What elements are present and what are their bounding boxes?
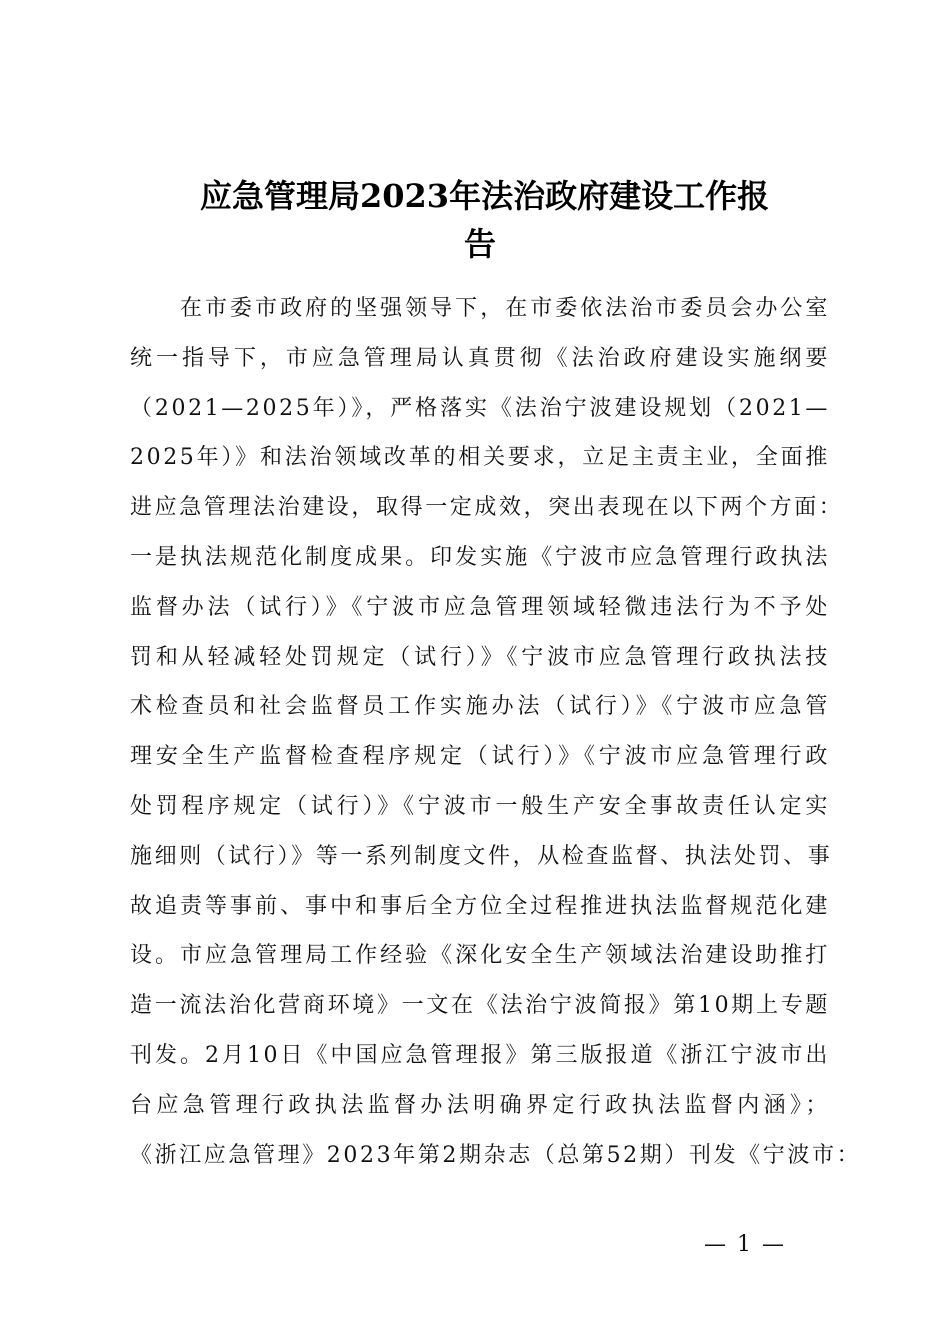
body-line: 进应急管理法治建设，取得一定成效，突出表现在以下两个方面： xyxy=(130,495,844,521)
body-line: 术检查员和社会监督员工作实施办法（试行）》《宁波市应急管 xyxy=(130,694,830,720)
body-line: 2025年）》和法治领域改革的相关要求，立足主责主业，全面推 xyxy=(130,445,830,471)
document-body xyxy=(130,284,862,1180)
body-line: 造一流法治化营商环境》一文在《法治宁波简报》第10期上专题 xyxy=(130,993,830,1019)
body-line: 《浙江应急管理》2023年第2期杂志（总第52期）刊发《宁波市： xyxy=(130,1142,862,1168)
body-line: 在市委市政府的坚强领导下，在市委依法治市委员会办公室 xyxy=(180,296,830,321)
document-title xyxy=(130,172,830,268)
body-line: 施细则（试行）》等一系列制度文件，从检查监督、执法处罚、事 xyxy=(130,843,833,869)
page-number: — 1 — xyxy=(704,1232,786,1257)
body-line: 一是执法规范化制度成果。印发实施《宁波市应急管理行政执法 xyxy=(130,544,830,570)
body-line: （2021—2025年）》，严格落实《法治宁波建设规划（2021— xyxy=(130,395,830,421)
body-line: 设。市应急管理局工作经验《深化安全生产领域法治建设助推打 xyxy=(130,943,830,969)
body-line: 故追责等事前、事中和事后全方位全过程推进执法监督规范化建 xyxy=(130,893,830,919)
body-line: 统一指导下，市应急管理局认真贯彻《法治政府建设实施纲要 xyxy=(130,345,830,371)
body-line: 监督办法（试行）》《宁波市应急管理领域轻微违法行为不予处 xyxy=(130,594,830,620)
body-line: 刊发。2月10日《中国应急管理报》第三版报道《浙江宁波市出 xyxy=(130,1042,830,1068)
title-line-2: 告 xyxy=(463,225,496,263)
body-line: 处罚程序规定（试行）》《宁波市一般生产安全事故责任认定实 xyxy=(130,793,830,819)
title-line-1: 应急管理局2023年法治政府建设工作报 xyxy=(200,177,770,215)
body-line: 台应急管理行政执法监督办法明确界定行政执法监督内涵》； xyxy=(130,1092,830,1118)
body-line: 理安全生产监督检查程序规定（试行）》《宁波市应急管理行政 xyxy=(130,744,830,770)
body-line: 罚和从轻减轻处罚规定（试行）》《宁波市应急管理行政执法技 xyxy=(130,644,830,670)
